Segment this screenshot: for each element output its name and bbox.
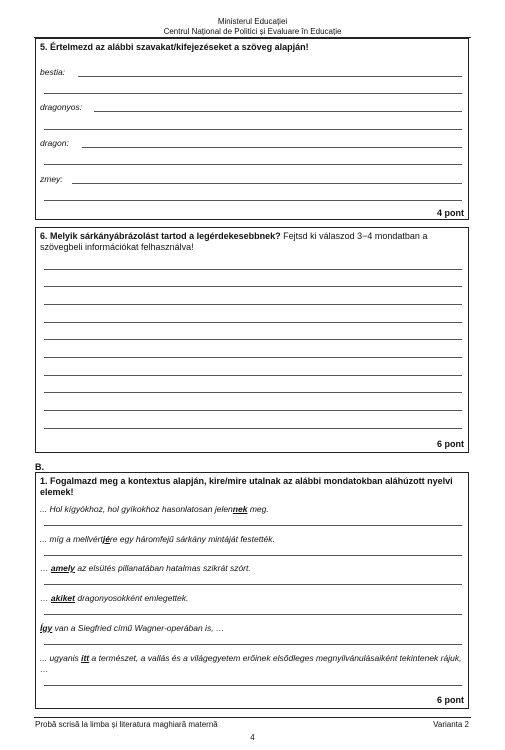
answer-line[interactable] [44,304,462,305]
answer-line[interactable] [44,200,462,201]
underlined-word: jé [102,534,110,544]
sentence-text: re egy háromfejű sárkány mintáját festették. [109,534,275,544]
sentence-text: ... Hol kígyókhoz, hol gyíkokhoz hasonlatosan jelen [40,504,233,514]
underlined-word: Így [40,623,53,633]
sentence-text: dragonyosokként emlegettek. [74,593,189,603]
answer-line[interactable] [44,129,462,130]
sentence-text: … [40,563,51,573]
points-badge: 6 pont [437,695,464,705]
label-dragon: dragon: [40,138,69,148]
question-5-box [35,38,469,220]
answer-line[interactable] [44,164,462,165]
sentence-text: meg. [247,504,269,514]
header-ministry: Ministerul Educației [217,17,288,26]
label-bestia: bestia: [40,67,66,77]
sentence-text: van a Siegfried című Wagner-operában is, … [52,623,225,633]
question-b1-title: 1. Fogalmazd meg a kontextus alapján, kire/mire utalnak az alábbi mondatokban aláhúzott nyelvi elemek! [40,476,453,497]
answer-line[interactable] [44,375,462,376]
answer-line[interactable] [44,428,462,429]
footer-exam-title: Probă scrisă la limba și literatura maghiară maternă [35,720,218,729]
question-6-title [40,231,464,253]
answer-line[interactable] [44,322,462,323]
question-5-title: 5. Értelmezd az alábbi szavakat/kifejezéseket a szöveg alapján! [40,42,309,52]
question-6-title-bold: 6. Melyik sárkányábrázolást tartod a legérdekesebbnek? [40,231,281,241]
label-zmey: zmey: [40,174,63,184]
answer-line[interactable] [44,392,462,393]
header-center: Centrul Național de Politici și Evaluare în Educație [163,27,342,36]
footer-rule [34,717,471,718]
sentence-text: ... míg a mellvért [40,534,103,544]
sentence-3 [40,563,464,574]
answer-line[interactable] [82,147,462,148]
answer-line[interactable] [44,357,462,358]
question-6-title-rest: Fejtsd ki válaszod 3−4 mondatban a szövegbeli információkat felhasználva! [40,231,428,252]
answer-line[interactable] [44,555,462,556]
sentence-6 [40,653,464,675]
answer-line[interactable] [44,339,462,340]
sentence-1 [40,504,464,515]
sentence-5 [40,623,464,634]
answer-line[interactable] [72,183,462,184]
page-number: 4 [250,733,255,742]
underlined-word: itt [81,653,90,663]
sentence-text: a természet, a vallás és a világegyetem erőinek elsődleges megnyilvánulásaiként tekintenek rájuk, … [40,653,462,674]
question-b1-box [35,472,469,709]
underlined-word: akiket [50,593,75,603]
answer-line[interactable] [44,644,462,645]
underlined-word: amely [50,563,75,573]
answer-line[interactable] [44,410,462,411]
answer-line[interactable] [44,584,462,585]
question-6-box [35,227,469,453]
label-dragonyos: dragonyos: [40,102,83,112]
points-badge: 6 pont [437,439,464,449]
answer-line[interactable] [44,286,462,287]
sentence-text: … [40,593,51,603]
points-badge: 4 pont [437,208,464,218]
sentence-4 [40,593,464,604]
answer-line[interactable] [78,76,462,77]
underlined-word: nek [232,504,248,514]
sentence-text: az elsütés pillanatában hatalmas szikrát szórt. [74,563,251,573]
answer-line[interactable] [44,269,462,270]
section-b-label: B. [35,462,44,472]
answer-line[interactable] [44,614,462,615]
sentence-text: ... ugyanis [40,653,82,663]
page-header [0,17,505,37]
answer-line[interactable] [44,685,462,686]
answer-line[interactable] [94,111,462,112]
sentence-2 [40,534,464,545]
answer-line[interactable] [44,525,462,526]
footer-variant: Varianta 2 [433,720,469,729]
answer-line[interactable] [44,93,462,94]
